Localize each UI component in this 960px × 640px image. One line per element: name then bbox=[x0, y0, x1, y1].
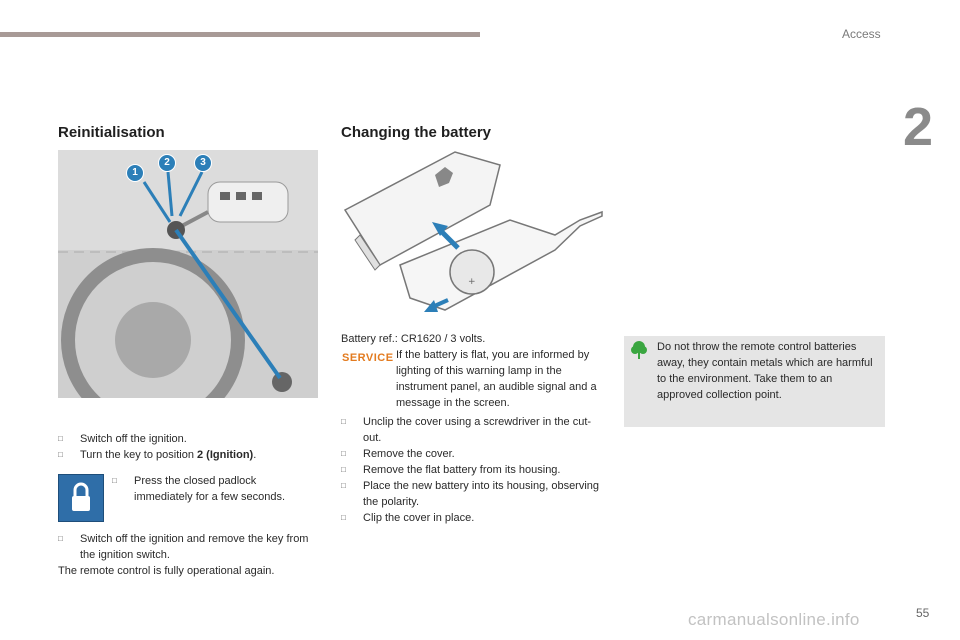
header-bar bbox=[0, 32, 480, 37]
square-bullet-icon: □ bbox=[58, 450, 63, 459]
tree-icon bbox=[630, 340, 648, 360]
reinit-heading: Reinitialisation bbox=[58, 124, 165, 141]
square-bullet-icon: □ bbox=[112, 476, 117, 485]
battery-steps bbox=[341, 414, 601, 526]
battery-heading: Changing the battery bbox=[341, 124, 492, 141]
reinit-steps bbox=[58, 431, 318, 463]
padlock-icon bbox=[59, 475, 103, 521]
battery-step: □ Remove the flat battery from its housing. bbox=[341, 464, 561, 476]
battery-step: □ Clip the cover in place. bbox=[341, 512, 475, 524]
square-bullet-icon: □ bbox=[58, 534, 63, 543]
service-warning-lamp: SERVICE bbox=[342, 352, 394, 364]
chapter-number: 2 bbox=[903, 97, 934, 157]
square-bullet-icon: □ bbox=[341, 465, 346, 474]
square-bullet-icon: □ bbox=[341, 481, 346, 490]
square-bullet-icon: □ bbox=[341, 513, 346, 522]
ignition-photo bbox=[58, 150, 318, 398]
marker-2: 2 bbox=[158, 154, 176, 172]
marker-1: 1 bbox=[126, 164, 144, 182]
svg-text:+: + bbox=[468, 277, 476, 287]
section-title: Access bbox=[842, 27, 881, 41]
battery-step: □ Place the new battery into its housing, observing the polarity. bbox=[341, 480, 600, 508]
environment-note-text: Do not throw the remote control batteries away, they contain metals which are harmful to the environment. Take them to an approved collection point. bbox=[657, 341, 873, 401]
square-bullet-icon: □ bbox=[341, 417, 346, 426]
watermark: carmanualsonline.info bbox=[688, 610, 860, 629]
padlock-button-illustration bbox=[58, 474, 104, 522]
reinit-step: □ Turn the key to position 2 (Ignition). bbox=[58, 449, 257, 461]
reinit-closing: The remote control is fully operational again. bbox=[58, 565, 275, 577]
reinit-final: □ Switch off the ignition and remove the key from the ignition switch. The remote control is fully operational again. bbox=[58, 531, 318, 579]
battery-step: □ Unclip the cover using a screwdriver in the cut-out. bbox=[341, 416, 592, 444]
reinit-step: □ Switch off the ignition. bbox=[58, 433, 187, 445]
square-bullet-icon: □ bbox=[341, 449, 346, 458]
square-bullet-icon: □ bbox=[58, 434, 63, 443]
battery-step: □ Remove the cover. bbox=[341, 448, 455, 460]
battery-illustration bbox=[340, 150, 605, 325]
battery-warning-text: If the battery is flat, you are informed by lighting of this warning lamp in the instrument panel, an audible signal and a message in the screen. bbox=[396, 349, 597, 409]
ignition-illustration bbox=[58, 150, 318, 398]
battery-ref: Battery ref.: CR1620 / 3 volts. bbox=[341, 333, 486, 345]
padlock-step: □ Press the closed padlock immediately for a few seconds. bbox=[112, 475, 286, 503]
page-number: 55 bbox=[916, 606, 930, 620]
marker-3: 3 bbox=[194, 154, 212, 172]
